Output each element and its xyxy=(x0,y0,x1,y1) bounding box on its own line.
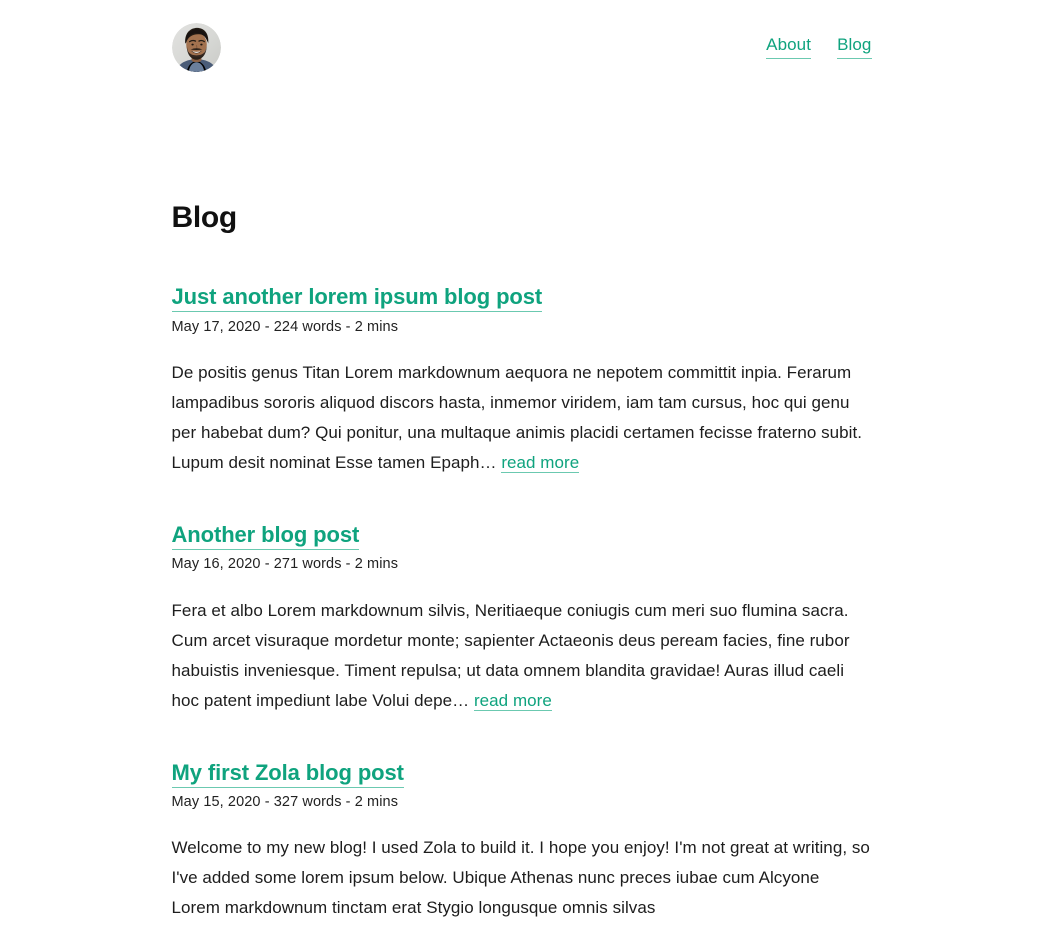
read-more-link[interactable]: read more xyxy=(501,452,580,472)
avatar-home-link[interactable] xyxy=(172,23,221,72)
post-meta: May 15, 2020 - 327 words - 2 mins xyxy=(171,794,399,811)
post-title xyxy=(172,521,872,549)
nav-link-about[interactable]: About xyxy=(766,35,811,59)
post-meta: May 16, 2020 - 271 words - 2 mins xyxy=(171,556,399,573)
post-summary xyxy=(172,596,872,716)
post-title-link[interactable]: My first Zola blog post xyxy=(172,760,404,788)
post-summary-text: Welcome to my new blog! I used Zola to build it. I hope you enjoy! I'm not great at writing, so I've added some lorem ipsum below. Ubique Athenas nunc preces iubae cum Alcyone Lorem markdownum tinctam erat Stygio longusque omnis silvas xyxy=(171,838,870,918)
post-title xyxy=(172,283,872,311)
blog-post-item xyxy=(172,283,872,478)
post-summary xyxy=(172,833,872,923)
nav-link-blog[interactable]: Blog xyxy=(837,35,871,59)
post-title-link[interactable]: Another blog post xyxy=(172,522,360,550)
blog-post-item xyxy=(172,521,872,716)
post-summary-text: De positis genus Titan Lorem markdownum aequora ne nepotem committit inpia. Ferarum lampadibus sororis aliquod discors hasta, inmemor viridem, iam tam cursus, hoc qui genu per habebat dum? Qui ponitur, una multaque animis placidi certamen fecisse fraterno subit. Lupum desit nominat Esse tamen Epaph… xyxy=(171,362,863,472)
main-content xyxy=(172,72,872,923)
main-navigation xyxy=(766,35,871,59)
site-header xyxy=(172,0,872,72)
post-title-link[interactable]: Just another lorem ipsum blog post xyxy=(172,284,543,312)
avatar-photo-icon xyxy=(172,23,221,72)
read-more-link[interactable]: read more xyxy=(473,690,552,710)
blog-post-item xyxy=(172,759,872,924)
post-summary-text: Fera et albo Lorem markdownum silvis, Neritiaeque coniugis cum meri suo flumina sacra. Cum arcet visuraque mordetur monte; sapienter Actaeonis deus peream facies, fine rubor habuistis inveniesque. Timent repulsa; ut data omnem blandita gravidae! Auras illud caeli hoc patent impediunt labe Volui depe… xyxy=(171,600,850,710)
page-title: Blog xyxy=(171,201,237,234)
post-summary xyxy=(172,358,872,478)
post-meta: May 17, 2020 - 224 words - 2 mins xyxy=(171,318,399,335)
post-title xyxy=(172,759,872,787)
